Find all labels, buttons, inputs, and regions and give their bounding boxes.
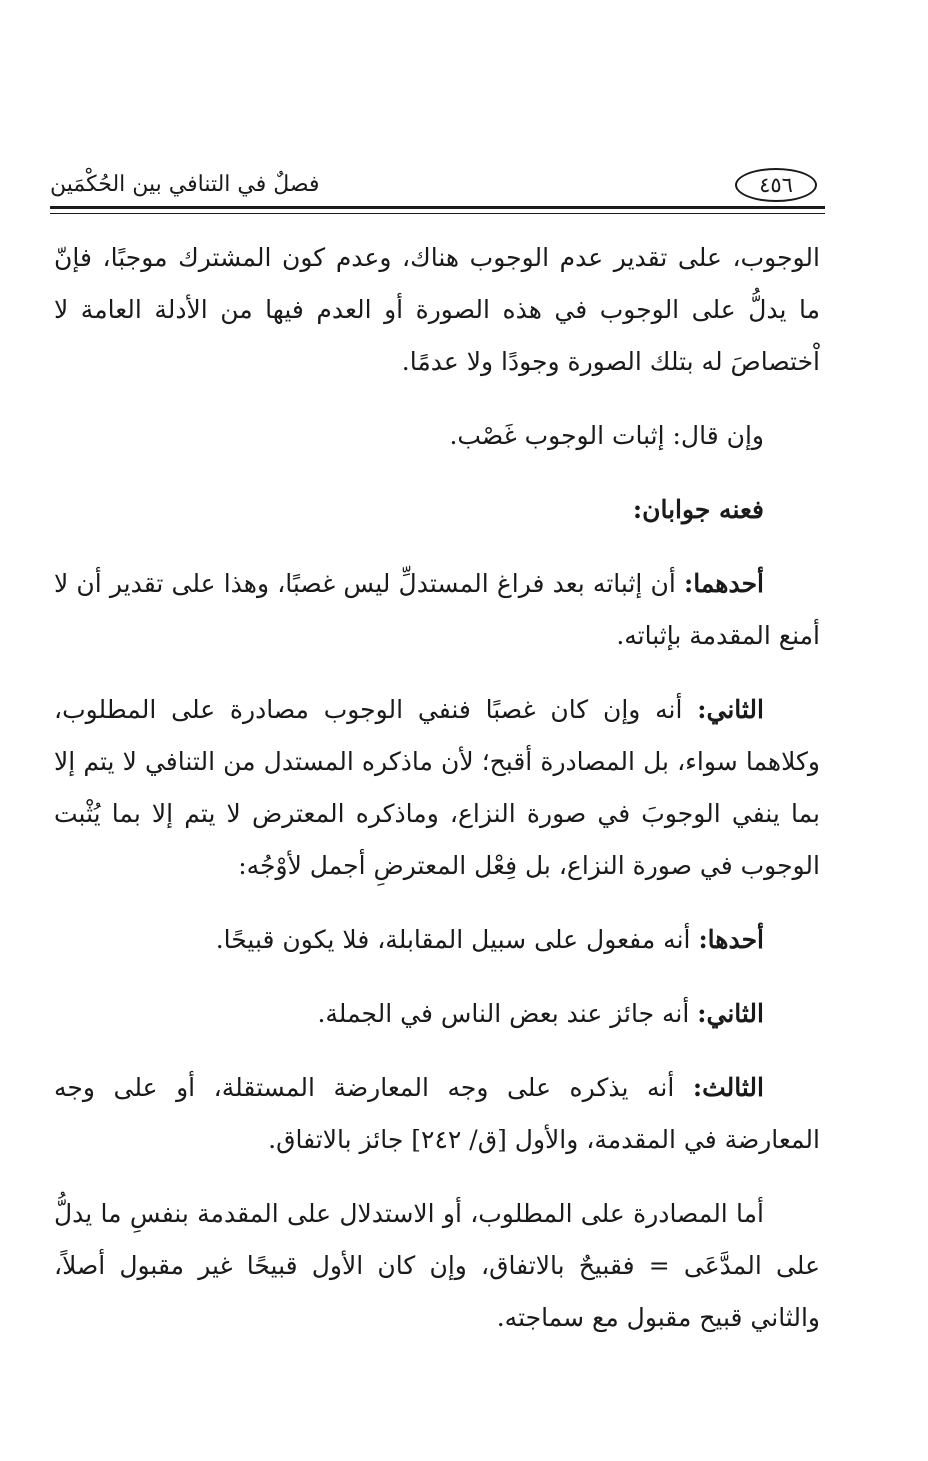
- paragraph-keyword: أحدهما:: [683, 569, 764, 598]
- paragraph: [54, 558, 820, 662]
- page-number: ٤٥٦: [735, 168, 817, 202]
- paragraph-text: الوجوب، على تقدير عدم الوجوب هناك، وعدم كون المشترك موجبًا، فإنّ ما يدلُّ على الوجوب في هذه الصورة أو العدم فيها من الأدلة العامة لا اْختصاصَ له بتلك الصورة وجودًا ولا عدمًا.: [54, 243, 820, 376]
- paragraph-keyword: فعنه جوابان:: [632, 495, 764, 524]
- paragraph-text: أن إثباته بعد فراغ المستدلِّ ليس غصبًا، وهذا على تقدير أن لا أمنع المقدمة بإثباته.: [54, 569, 820, 650]
- header-rule-thick: [50, 206, 825, 209]
- paragraph: [54, 484, 820, 536]
- paragraph-text: أنه وإن كان غصبًا فنفي الوجوب مصادرة على المطلوب، وكلاهما سواء، بل المصادرة أقبح؛ لأن ماذكره المستدل من التنافي لا يتم إلا بما ينفي الوجوبَ في صورة النزاع، وماذكره المعترض لا يتم إلا بما يُثْبت الوجوب في صورة النزاع، بل فِعْل المعترضِ أجمل لأوْجُه:: [54, 695, 820, 880]
- paragraph: [54, 988, 820, 1040]
- paragraph-text: أنه جائز عند بعض الناس في الجملة.: [317, 999, 698, 1028]
- paragraph-text: أنه يذكره على وجه المعارضة المستقلة، أو على وجه المعارضة في المقدمة، والأول [ق/ ٢٤٢] جائز بالاتفاق.: [54, 1073, 820, 1154]
- header-rule-thin: [50, 213, 825, 214]
- paragraph-text: أنه مفعول على سبيل المقابلة، فلا يكون قبيحًا.: [215, 925, 699, 954]
- paragraph-keyword: الثاني:: [697, 695, 764, 724]
- paragraph-keyword: الثالث:: [692, 1073, 764, 1102]
- paragraph: [54, 1188, 820, 1344]
- paragraph: [54, 410, 820, 462]
- paragraph-text: وإن قال: إثبات الوجوب غَصْب.: [449, 421, 764, 450]
- body-text: [54, 232, 820, 1366]
- paragraph-text: أما المصادرة على المطلوب، أو الاستدلال على المقدمة بنفسِ ما يدلُّ على المدَّعَى = فقبيحٌ بالاتفاق، وإن كان الأول قبيحًا غير مقبول أصلاً، والثاني قبيح مقبول مع سماجته.: [54, 1199, 820, 1332]
- paragraph: [54, 914, 820, 966]
- paragraph: [54, 1062, 820, 1166]
- paragraph-keyword: أحدها:: [698, 925, 764, 954]
- running-title: فصلٌ في التنافي بين الحُكْمَين: [50, 172, 320, 197]
- paragraph-keyword: الثاني:: [697, 999, 764, 1028]
- page-header: [50, 168, 825, 206]
- paragraph: [54, 232, 820, 388]
- paragraph: [54, 684, 820, 892]
